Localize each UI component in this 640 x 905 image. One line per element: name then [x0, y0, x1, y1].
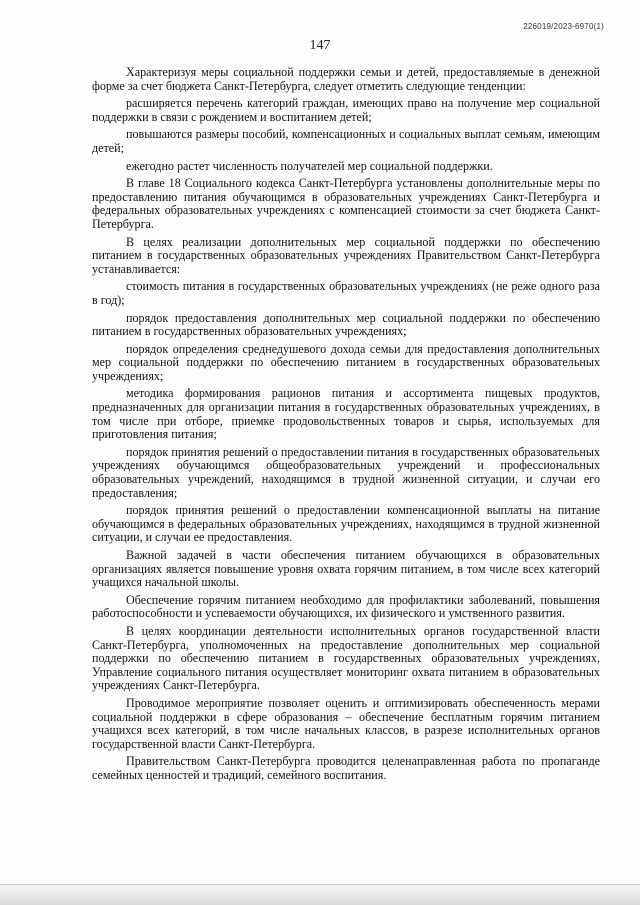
paragraph-measure-evaluation: Проводимое мероприятие позволяет оценить и оптимизировать обеспеченность мерами социальной поддержки в сфере образования – обеспечение бесплатным горячим питанием учащихся всех категорий, в том числе начальных классов, в разрезе исполнительных органов государственной власти Санкт-Петербурга. [92, 695, 600, 751]
paragraph-chapter-18: В главе 18 Социального кодекса Санкт-Петербурга установлены дополнительные меры по предоставлению питания обучающимся в образовательных учреждениях Санкт-Петербурга и федеральных образовательных учреждениях с компенсацией стоимости за счет бюджета Санкт-Петербурга. [92, 176, 600, 231]
scan-bottom-edge [0, 884, 640, 905]
paragraph-list-item: расширяется перечень категорий граждан, имеющих право на получение мер социальной поддержки в связи с рождением и воспитанием детей; [92, 96, 600, 124]
document-body [92, 66, 600, 787]
paragraph-list-item: порядок принятия решений о предоставлении компенсационной выплаты на питание обучающимся в федеральных образовательных учреждениях, находящимся в трудной жизненной ситуации, и случаи ее предоставления. [92, 503, 600, 545]
paragraph-list-item: ежегодно растет численность получателей мер социальной поддержки. [126, 158, 493, 173]
paragraph-list-item: порядок определения среднедушевого дохода семьи для предоставления дополнительных мер социальной поддержки по обеспечению питанием в государственных образовательных учреждениях; [92, 341, 600, 383]
paragraph-intro: Характеризуя меры социальной поддержки семьи и детей, предоставляемые в денежной форме за счет бюджета Санкт-Петербурга, следует отметить следующие тенденции: [92, 65, 600, 93]
page-number: 147 [309, 38, 331, 53]
paragraph-list-item: повышаются размеры пособий, компенсационных и социальных выплат семьям, имеющим детей; [92, 127, 600, 155]
paragraph-hot-meals-need: Обеспечение горячим питанием необходимо для профилактики заболеваний, повышения работоспособности и успеваемости обучающихся, их физического и умственного развития. [92, 592, 600, 621]
paragraph-family-values: Правительством Санкт-Петербурга проводится целенаправленная работа по пропаганде семейных ценностей и традиций, семейного воспитания. [92, 754, 600, 782]
paragraph-list-item: порядок предоставления дополнительных мер социальной поддержки по обеспечению питанием в государственных образовательных учреждениях; [92, 310, 600, 339]
paragraph-hot-meals-task: Важной задачей в части обеспечения питанием обучающихся в образовательных организациях является повышение уровня охвата горячим питанием, в том числе всех категорий учащихся начальной школы. [92, 548, 600, 590]
paragraph-coordination: В целях координации деятельности исполнительных органов государственной власти Санкт-Петербурга, уполномоченных на предоставление дополнительных мер социальной поддержки по обеспечению питанием в государственных образовательных учреждениях, Управление социального питания осуществляет мониторинг охвата питанием в образовательных учреждениях Санкт-Петербурга. [92, 623, 600, 693]
document-registration-number: 226019/2023-6970(1) [523, 22, 604, 31]
paragraph-list-item: порядок принятия решений о предоставлении питания в государственных образовательных учреждениях обучающимся общеобразовательных учреждений и профессиональных образовательных учреждений, находящимся в трудной жизненной ситуации, и случаи его предоставления; [92, 444, 600, 500]
paragraph-government-establishes: В целях реализации дополнительных мер социальной поддержки по обеспечению питанием в государственных образовательных учреждениях Правительством Санкт-Петербурга устанавливается: [92, 234, 600, 276]
paragraph-list-item: стоимость питания в государственных образовательных учреждениях (не реже одного раза в год); [92, 279, 600, 307]
paragraph-list-item: методика формирования рационов питания и ассортимента пищевых продуктов, предназначенных для организации питания в государственных образовательных учреждениях, в том числе при отборе, приемке продовольственных товаров и сырья, используемых для приготовления питания; [92, 386, 600, 442]
